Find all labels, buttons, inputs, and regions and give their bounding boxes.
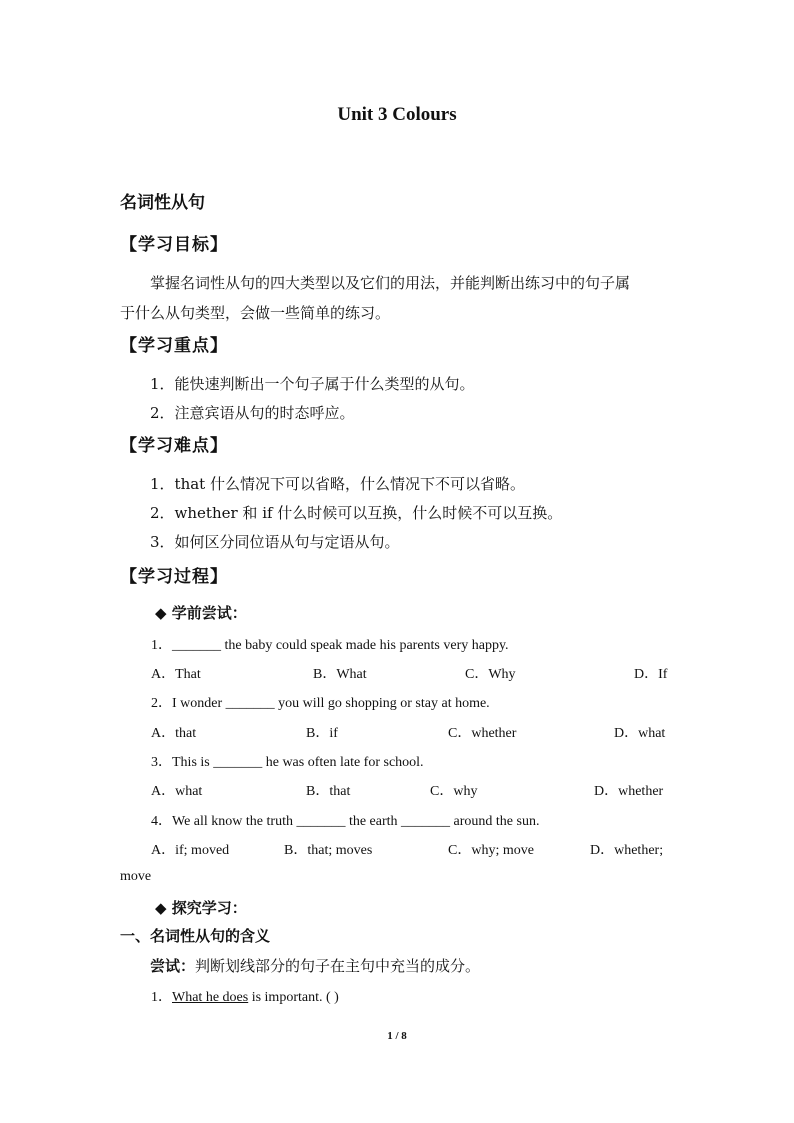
option-b: B．that — [306, 784, 351, 799]
page-number: 1 / 8 — [387, 1030, 407, 1042]
option-b: B．What — [313, 667, 367, 682]
option-a: A．That — [151, 667, 201, 682]
option-a: A．if; moved — [151, 843, 230, 858]
option-b: B．that; moves — [284, 843, 373, 858]
option-d: D．what — [614, 726, 666, 741]
difficulty-item: 3．如何区分同位语从句与定语从句。 — [150, 533, 400, 551]
goals-heading: 【学习目标】 — [120, 235, 228, 255]
question-stem: 3．This is _______ he was often late for school. — [151, 755, 424, 770]
option-a: A．what — [151, 784, 203, 799]
option-c: C．whether — [448, 726, 517, 741]
option-c: C．Why — [465, 667, 516, 682]
process-heading: 【学习过程】 — [120, 567, 228, 587]
question-stem: 4．We all know the truth _______ the earth _______ around the sun. — [151, 814, 540, 829]
question-stem: 1．_______ the baby could speak made his parents very happy. — [151, 638, 509, 653]
try-instruction — [150, 955, 480, 976]
goals-text-line2: 于什么从句类型，会做一些简单的练习。 — [120, 304, 391, 322]
option-d: D．whether; — [590, 843, 664, 858]
keypoint-item: 1．能快速判断出一个句子属于什么类型的从句。 — [150, 375, 475, 393]
option-d-wrap: move — [120, 869, 152, 884]
difficulty-item: 2．whether 和 if 什么时候可以互换，什么时候不可以互换。 — [150, 504, 563, 522]
section1-heading: 一、名词性从句的含义 — [120, 927, 271, 945]
option-c: C．why; move — [448, 843, 534, 858]
question-stem: 2．I wonder _______ you will go shopping or stay at home. — [151, 696, 490, 711]
underlined-clause: What he does — [172, 990, 249, 1005]
option-a: A．that — [151, 726, 197, 741]
option-d: D．whether — [594, 784, 664, 799]
goals-text-line1: 掌握名词性从句的四大类型以及它们的用法，并能判断出练习中的句子属 — [150, 274, 631, 292]
pretest-heading: ◆ 学前尝试： — [155, 604, 247, 622]
exercise-number: 1． — [151, 990, 172, 1005]
option-b: B．if — [306, 726, 338, 741]
topic-heading: 名词性从句 — [120, 193, 205, 213]
try-text: 判断划线部分的句子在主句中充当的成分。 — [195, 957, 481, 975]
exercise-line — [151, 986, 339, 1006]
option-c: C．why — [430, 784, 478, 799]
exercise-rest: is important. ( ) — [248, 990, 339, 1005]
try-label: 尝试： — [150, 957, 196, 975]
explore-heading: ◆ 探究学习： — [155, 899, 247, 917]
difficulty-item: 1．that 什么情况下可以省略，什么情况下不可以省略。 — [150, 475, 525, 493]
option-d: D．If — [634, 667, 668, 682]
keypoint-item: 2．注意宾语从句的时态呼应。 — [150, 404, 355, 422]
keypoints-heading: 【学习重点】 — [120, 336, 228, 356]
difficulties-heading: 【学习难点】 — [120, 436, 228, 456]
document-title: Unit 3 Colours — [337, 104, 457, 125]
